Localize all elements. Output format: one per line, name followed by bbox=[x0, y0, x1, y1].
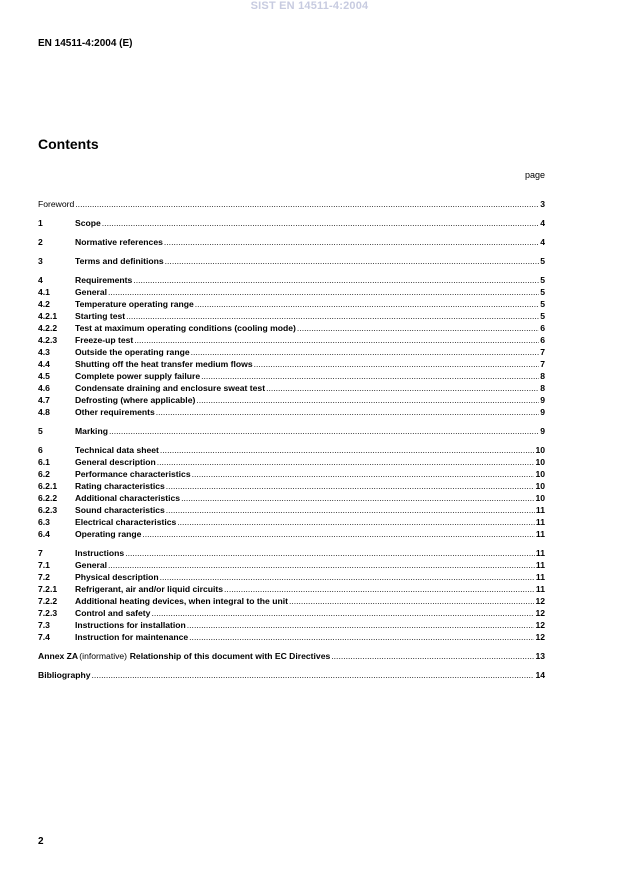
toc-entry-number: 4.2.2 bbox=[38, 323, 58, 333]
dot-leader bbox=[189, 631, 534, 643]
dot-leader bbox=[109, 425, 539, 437]
toc-entry-number: Foreword bbox=[38, 199, 75, 209]
toc-entry-page: 5 bbox=[540, 311, 545, 321]
dot-leader bbox=[191, 346, 540, 358]
toc-entry-number: 4.2.3 bbox=[38, 335, 58, 345]
toc-entry[interactable] bbox=[38, 322, 545, 334]
dot-leader bbox=[224, 583, 535, 595]
toc-entry-title: Control and safety bbox=[75, 608, 151, 618]
toc-entry-title: Scope bbox=[75, 218, 101, 228]
toc-entry-title: Additional characteristics bbox=[75, 493, 181, 503]
toc-entry[interactable] bbox=[38, 236, 545, 248]
toc-entry-page: 10 bbox=[535, 457, 545, 467]
toc-entry-title: Terms and definitions bbox=[75, 256, 164, 266]
toc-entry[interactable] bbox=[38, 547, 545, 559]
toc-entry-number: 4.1 bbox=[38, 287, 50, 297]
toc-entry-page: 11 bbox=[535, 505, 545, 515]
toc-entry[interactable] bbox=[38, 358, 545, 370]
bibliography-page: 14 bbox=[535, 670, 545, 680]
toc-entry[interactable] bbox=[38, 394, 545, 406]
toc-entry-number: 4.3 bbox=[38, 347, 50, 357]
toc-entry-number: 7.2.1 bbox=[38, 584, 58, 594]
toc-entry-title: General description bbox=[75, 457, 156, 467]
toc-entry-title: Instructions for installation bbox=[75, 620, 186, 630]
dot-leader bbox=[125, 547, 535, 559]
toc-entry-page: 11 bbox=[535, 584, 545, 594]
toc-entry-page: 4 bbox=[540, 218, 545, 228]
dot-leader bbox=[151, 607, 534, 619]
toc-entry[interactable] bbox=[38, 504, 545, 516]
toc-entry-page: 10 bbox=[535, 481, 545, 491]
dot-leader bbox=[133, 274, 539, 286]
toc-entry-number: 6.1 bbox=[38, 457, 50, 467]
toc-entry[interactable] bbox=[38, 198, 545, 210]
toc-entry[interactable] bbox=[38, 468, 545, 480]
annex-title: Relationship of this document with EC Directives bbox=[129, 651, 331, 661]
dot-leader bbox=[201, 370, 539, 382]
dot-leader bbox=[297, 322, 539, 334]
toc-entry-number: 7.1 bbox=[38, 560, 50, 570]
toc-entry[interactable] bbox=[38, 619, 545, 631]
dot-leader bbox=[102, 217, 539, 229]
toc-entry-page: 9 bbox=[540, 407, 545, 417]
toc-entry-page: 11 bbox=[535, 560, 545, 570]
toc-entry[interactable] bbox=[38, 286, 545, 298]
dot-leader bbox=[142, 528, 535, 540]
toc-entry[interactable] bbox=[38, 406, 545, 418]
toc-entry[interactable] bbox=[38, 334, 545, 346]
toc-entry-title: Operating range bbox=[75, 529, 142, 539]
toc-entry[interactable] bbox=[38, 346, 545, 358]
toc-entry[interactable] bbox=[38, 595, 545, 607]
toc-entry-page: 12 bbox=[535, 596, 545, 606]
toc-entry-title: Test at maximum operating conditions (cooling mode) bbox=[75, 323, 296, 333]
toc-entry-title: Rating characteristics bbox=[75, 481, 165, 491]
toc-entry-title: Requirements bbox=[75, 275, 133, 285]
toc-entry-page: 12 bbox=[535, 620, 545, 630]
toc-entry[interactable] bbox=[38, 480, 545, 492]
toc-entry[interactable] bbox=[38, 516, 545, 528]
toc-entry-number: 6.2 bbox=[38, 469, 50, 479]
dot-leader bbox=[92, 669, 535, 681]
toc-entry[interactable] bbox=[38, 425, 545, 437]
toc-entry-title: Outside the operating range bbox=[75, 347, 190, 357]
toc-entry-title: Starting test bbox=[75, 311, 126, 321]
toc-entry[interactable] bbox=[38, 631, 545, 643]
toc-entry-number: 6 bbox=[38, 445, 43, 455]
dot-leader bbox=[254, 358, 540, 370]
dot-leader bbox=[126, 310, 539, 322]
dot-leader bbox=[166, 504, 535, 516]
dot-leader bbox=[289, 595, 534, 607]
toc-entry-number: 4 bbox=[38, 275, 43, 285]
toc-entry-number: 3 bbox=[38, 256, 43, 266]
toc-entry[interactable] bbox=[38, 492, 545, 504]
toc-entry-number: 7.3 bbox=[38, 620, 50, 630]
toc-entry-page: 7 bbox=[540, 347, 545, 357]
dot-leader bbox=[75, 198, 539, 210]
dot-leader bbox=[181, 492, 534, 504]
page-column-label: page bbox=[524, 170, 545, 180]
toc-entry-title: Condensate draining and enclosure sweat test bbox=[75, 383, 266, 393]
toc-entry-title: Temperature operating range bbox=[75, 299, 194, 309]
toc-entry-title: Instructions bbox=[75, 548, 125, 558]
toc-entry[interactable] bbox=[38, 255, 545, 267]
toc-entry[interactable] bbox=[38, 571, 545, 583]
toc-entry-title: Defrosting (where applicable) bbox=[75, 395, 196, 405]
annex-page: 13 bbox=[535, 651, 545, 661]
toc-entry[interactable] bbox=[38, 559, 545, 571]
toc-entry[interactable] bbox=[38, 583, 545, 595]
toc-entry-number: 2 bbox=[38, 237, 43, 247]
toc-entry-page: 9 bbox=[540, 426, 545, 436]
toc-entry-title: Sound characteristics bbox=[75, 505, 165, 515]
toc-entry[interactable] bbox=[38, 528, 545, 540]
toc-entry-title: Technical data sheet bbox=[75, 445, 159, 455]
toc-entry-page: 10 bbox=[535, 469, 545, 479]
toc-entry-page: 4 bbox=[540, 237, 545, 247]
toc-entry-page: 3 bbox=[540, 199, 545, 209]
toc-entry-number: 7.2.2 bbox=[38, 596, 58, 606]
toc-entry-number: 5 bbox=[38, 426, 43, 436]
toc-entry-annex[interactable] bbox=[38, 650, 545, 662]
toc-entry-page: 11 bbox=[535, 529, 545, 539]
annex-label: Annex ZA bbox=[38, 651, 79, 661]
toc-entry-number: 7 bbox=[38, 548, 43, 558]
table-of-contents bbox=[38, 198, 545, 681]
dot-leader bbox=[108, 559, 535, 571]
toc-entry-number: 6.2.3 bbox=[38, 505, 58, 515]
toc-entry-number: 1 bbox=[38, 218, 43, 228]
toc-entry-title: Shutting off the heat transfer medium flows bbox=[75, 359, 253, 369]
toc-entry-title: Freeze-up test bbox=[75, 335, 134, 345]
toc-entry-number: 6.2.1 bbox=[38, 481, 58, 491]
toc-entry-number: 4.2.1 bbox=[38, 311, 58, 321]
dot-leader bbox=[165, 255, 540, 267]
dot-leader bbox=[187, 619, 535, 631]
toc-entry-page: 9 bbox=[540, 395, 545, 405]
toc-entry-page: 11 bbox=[535, 548, 545, 558]
toc-entry-number: 7.2.3 bbox=[38, 608, 58, 618]
dot-leader bbox=[157, 456, 535, 468]
toc-entry-page: 5 bbox=[540, 287, 545, 297]
toc-entry-bibliography[interactable] bbox=[38, 669, 545, 681]
toc-entry-number: 7.2 bbox=[38, 572, 50, 582]
toc-entry-title: Instruction for maintenance bbox=[75, 632, 189, 642]
toc-entry-page: 8 bbox=[540, 371, 545, 381]
toc-entry-page: 12 bbox=[535, 608, 545, 618]
toc-entry-page: 10 bbox=[535, 445, 545, 455]
toc-entry-number: 6.2.2 bbox=[38, 493, 58, 503]
toc-entry-page: 11 bbox=[535, 572, 545, 582]
toc-entry[interactable] bbox=[38, 444, 545, 456]
toc-entry-title: Other requirements bbox=[75, 407, 155, 417]
toc-entry[interactable] bbox=[38, 370, 545, 382]
toc-entry-number: 4.2 bbox=[38, 299, 50, 309]
toc-entry-page: 5 bbox=[540, 256, 545, 266]
toc-entry[interactable] bbox=[38, 456, 545, 468]
toc-entry-number: 4.6 bbox=[38, 383, 50, 393]
dot-leader bbox=[160, 571, 535, 583]
toc-entry-page: 12 bbox=[535, 632, 545, 642]
toc-entry-title: Performance characteristics bbox=[75, 469, 191, 479]
toc-entry-page: 8 bbox=[540, 383, 545, 393]
bibliography-title: Bibliography bbox=[38, 670, 91, 680]
toc-entry-page: 6 bbox=[540, 323, 545, 333]
toc-entry[interactable] bbox=[38, 310, 545, 322]
dot-leader bbox=[331, 650, 534, 662]
toc-entry-title: Complete power supply failure bbox=[75, 371, 201, 381]
dot-leader bbox=[192, 468, 535, 480]
toc-entry[interactable] bbox=[38, 274, 545, 286]
toc-entry-number: 4.4 bbox=[38, 359, 50, 369]
dot-leader bbox=[164, 236, 539, 248]
watermark: SIST EN 14511-4:2004 bbox=[250, 0, 369, 12]
dot-leader bbox=[156, 406, 539, 418]
toc-entry-number: 6.4 bbox=[38, 529, 50, 539]
annex-qualifier: (informative) bbox=[79, 651, 128, 661]
toc-entry[interactable] bbox=[38, 217, 545, 229]
toc-entry-title: Refrigerant, air and/or liquid circuits bbox=[75, 584, 224, 594]
dot-leader bbox=[266, 382, 539, 394]
toc-entry-page: 5 bbox=[540, 275, 545, 285]
dot-leader bbox=[177, 516, 535, 528]
document-id: EN 14511-4:2004 (E) bbox=[38, 38, 133, 49]
dot-leader bbox=[166, 480, 535, 492]
dot-leader bbox=[134, 334, 539, 346]
toc-entry-number: 4.8 bbox=[38, 407, 50, 417]
toc-entry[interactable] bbox=[38, 382, 545, 394]
toc-entry-page: 11 bbox=[535, 517, 545, 527]
dot-leader bbox=[160, 444, 535, 456]
toc-entry-title: Normative references bbox=[75, 237, 163, 247]
dot-leader bbox=[195, 298, 539, 310]
toc-entry-number: 4.7 bbox=[38, 395, 50, 405]
toc-entry-title: Marking bbox=[75, 426, 108, 436]
toc-entry-page: 6 bbox=[540, 335, 545, 345]
toc-entry-page: 10 bbox=[535, 493, 545, 503]
toc-entry-title: Additional heating devices, when integral to the unit bbox=[75, 596, 288, 606]
toc-entry-title: Physical description bbox=[75, 572, 159, 582]
toc-entry-number: 6.3 bbox=[38, 517, 50, 527]
toc-entry-title: General bbox=[75, 287, 108, 297]
dot-leader bbox=[196, 394, 539, 406]
toc-entry-number: 7.4 bbox=[38, 632, 50, 642]
page-title: Contents bbox=[38, 136, 99, 152]
toc-entry-title: General bbox=[75, 560, 108, 570]
toc-entry[interactable] bbox=[38, 607, 545, 619]
page-number: 2 bbox=[38, 836, 44, 847]
toc-entry-number: 4.5 bbox=[38, 371, 50, 381]
toc-entry-page: 5 bbox=[540, 299, 545, 309]
toc-entry[interactable] bbox=[38, 298, 545, 310]
dot-leader bbox=[108, 286, 539, 298]
toc-entry-page: 7 bbox=[540, 359, 545, 369]
toc-entry-title: Electrical characteristics bbox=[75, 517, 177, 527]
